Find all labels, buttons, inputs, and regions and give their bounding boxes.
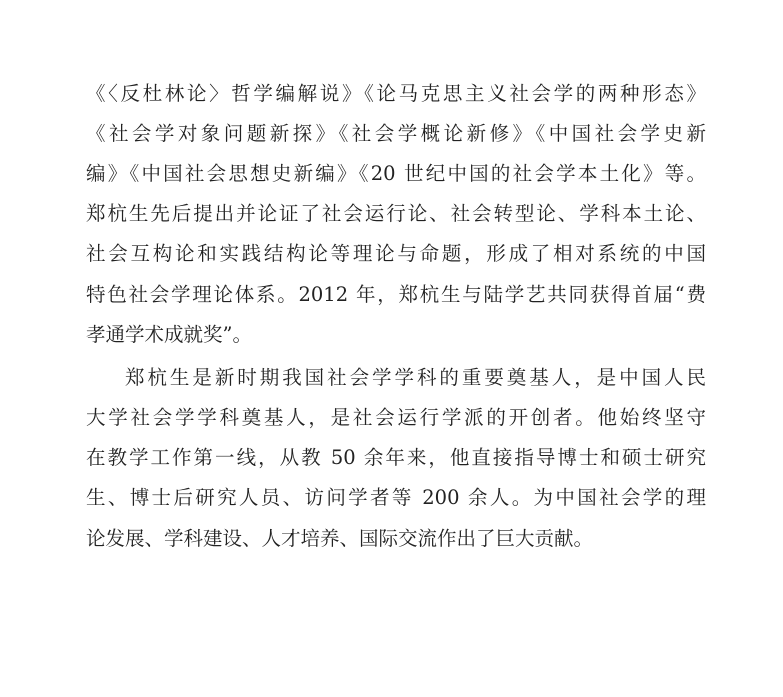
text-line: 社会互构论和实践结构论等理论与命题，形成了相对系统的中国 [86, 242, 706, 265]
text-line: 孝通学术成就奖”。 [86, 323, 252, 346]
text-line: 在教学工作第一线，从教 50 余年来，他直接指导博士和硕士研究 [86, 446, 706, 469]
text-line: 大学社会学学科奠基人，是社会运行学派的开创者。他始终坚守 [86, 406, 706, 429]
text-line: 特色社会学理论体系。2012 年，郑杭生与陆学艺共同获得首届“费 [86, 283, 706, 306]
text-line: 论发展、学科建设、人才培养、国际交流作出了巨大贡献。 [86, 527, 594, 550]
text-line: 郑杭生是新时期我国社会学学科的重要奠基人，是中国人民 [125, 366, 706, 389]
text-line: 《社会学对象问题新探》《社会学概论新修》《中国社会学史新 [86, 122, 706, 145]
text-line: 《〈反杜林论〉哲学编解说》《论马克思主义社会学的两种形态》 [86, 82, 706, 105]
text-line: 郑杭生先后提出并论证了社会运行论、社会转型论、学科本土论、 [86, 202, 706, 225]
text-line: 生、博士后研究人员、访问学者等 200 余人。为中国社会学的理 [86, 486, 706, 509]
text-line: 编》《中国社会思想史新编》《20 世纪中国的社会学本土化》等。 [86, 162, 706, 185]
